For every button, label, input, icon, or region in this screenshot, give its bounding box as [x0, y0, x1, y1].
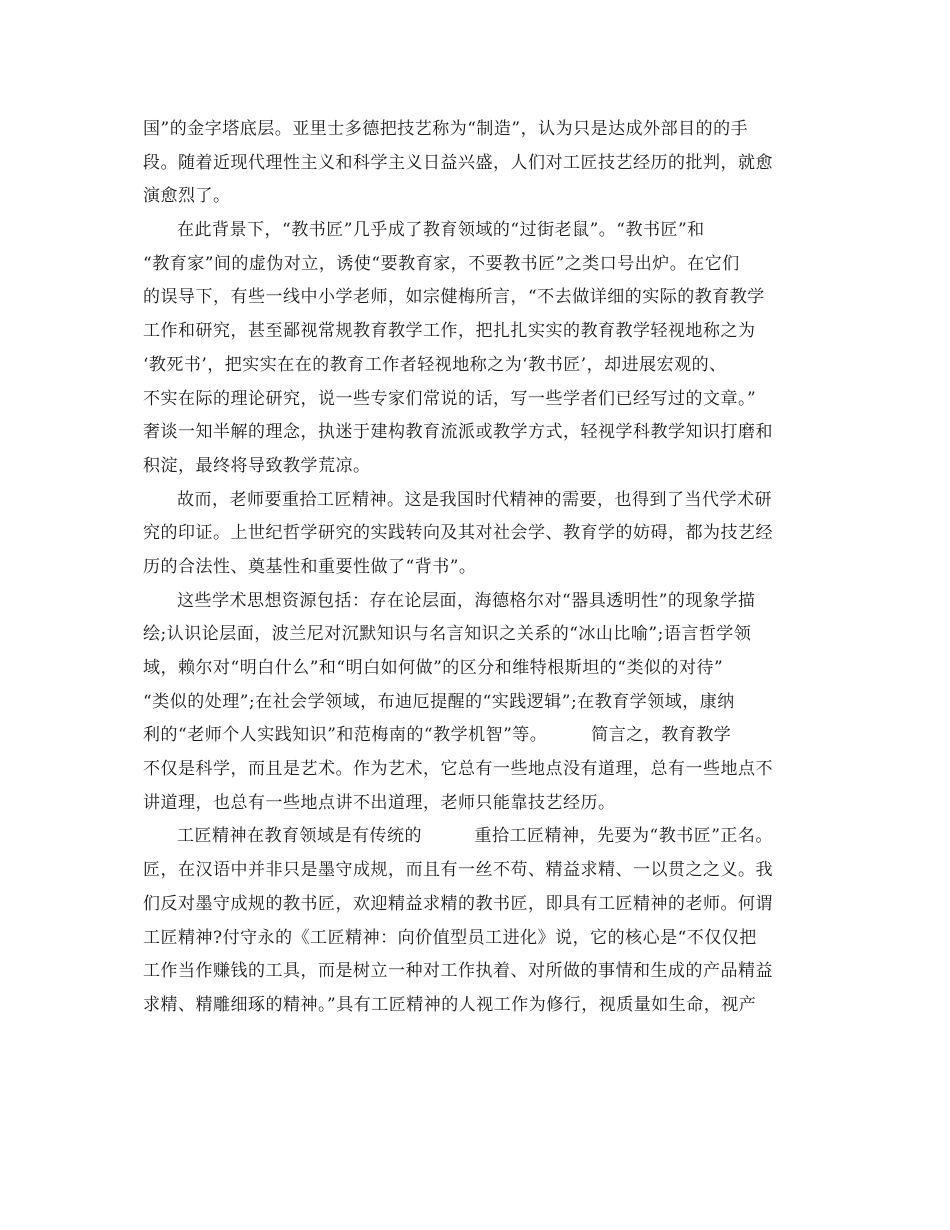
paragraph-first-line: 故而，老师要重拾工匠精神。这是我国时代精神的需要，也得到了当代学术研 [177, 489, 772, 510]
text-line: 求精、精雕细琢的精神。”具有工匠精神的人视工作为修行，视质量如生命，视产 [143, 994, 757, 1015]
paragraph-first-line: 这些学术思想资源包括：存在论层面，海德格尔对“器具透明性”的现象学描 [177, 590, 756, 611]
text-line: “类似的处理”;在社会学领域，布迪厄提醒的“实践逻辑”;在教育学领域，康纳 [143, 691, 735, 712]
text-line: 域，赖尔对“明白什么”和“明白如何做”的区分和维特根斯坦的“类似的对待” [143, 658, 724, 678]
text-line: 工作当作赚钱的工具，而是树立一种对工作执着、对所做的事情和生成的产品精益 [143, 961, 773, 982]
text-line: 工匠精神?付守永的《工匠精神：向价值型员工进化》说，它的核心是“不仅仅把 [143, 927, 757, 948]
text-line: 绘;认识论层面，波兰尼对沉默知识与名言知识之关系的“冰山比喻”;语言哲学领 [143, 624, 752, 645]
document-body [143, 113, 818, 1023]
text-line: 利的“老师个人实践知识”和范梅南的“教学机智”等。 简言之，教育教学 [143, 725, 732, 746]
paragraph-first-line: 在此背景下，“教书匠”几乎成了教育领域的“过街老鼠”。“教书匠”和 [177, 220, 705, 241]
text-line: 讲道理，也总有一些地点讲不出道理，老师只能靠技艺经历。 [143, 792, 616, 813]
text-line: 的误导下，有些一线中小学老师，如宗健梅所言，“不去做详细的实际的教育教学 [143, 287, 765, 308]
text-line: 演愈烈了。 [143, 186, 231, 207]
text-line: 历的合法性、奠基性和重要性做了“背书”。 [143, 556, 477, 577]
text-line: 奢谈一知半解的理念，执迷于建构教育流派或教学方式，轻视学科教学知识打磨和 [143, 422, 773, 443]
text-line: ‘教死书’，把实实在在的教育工作者轻视地称之为‘教书匠’，却进展宏观的、 [143, 354, 727, 375]
text-line: 段。随着近现代理性主义和科学主义日益兴盛，人们对工匠技艺经历的批判，就愈 [143, 152, 773, 173]
text-line: 不实在际的理论研究，说一些专家们常说的话，写一些学者们已经写过的文章。” [143, 388, 757, 409]
text-line: 匠，在汉语中并非只是墨守成规，而且有一丝不苟、精益求精、一以贯之之义。我 [143, 860, 773, 881]
text-line: 们反对墨守成规的教书匠，欢迎精益求精的教书匠，即具有工匠精神的老师。何谓 [143, 893, 773, 914]
paragraph-first-line: 工匠精神在教育领域是有传统的 重拾工匠精神，先要为“教书匠”正名。 [177, 826, 773, 847]
text-line: 国”的金字塔底层。亚里士多德把技艺称为“制造”，认为只是达成外部目的的手 [143, 119, 749, 139]
text-line: 究的印证。上世纪哲学研究的实践转向及其对社会学、教育学的妨碍，都为技艺经 [143, 523, 773, 544]
text-line: 积淀，最终将导致教学荒凉。 [143, 455, 371, 476]
text-line: “教育家”间的虚伪对立，诱使“要教育家，不要教书匠”之类口号出炉。在它们 [143, 253, 740, 274]
text-line: 不仅是科学，而且是艺术。作为艺术，它总有一些地点没有道理，总有一些地点不 [143, 759, 773, 780]
text-line: 工作和研究，甚至鄙视常规教育教学工作，把扎扎实实的教育教学轻视地称之为 [143, 321, 756, 342]
